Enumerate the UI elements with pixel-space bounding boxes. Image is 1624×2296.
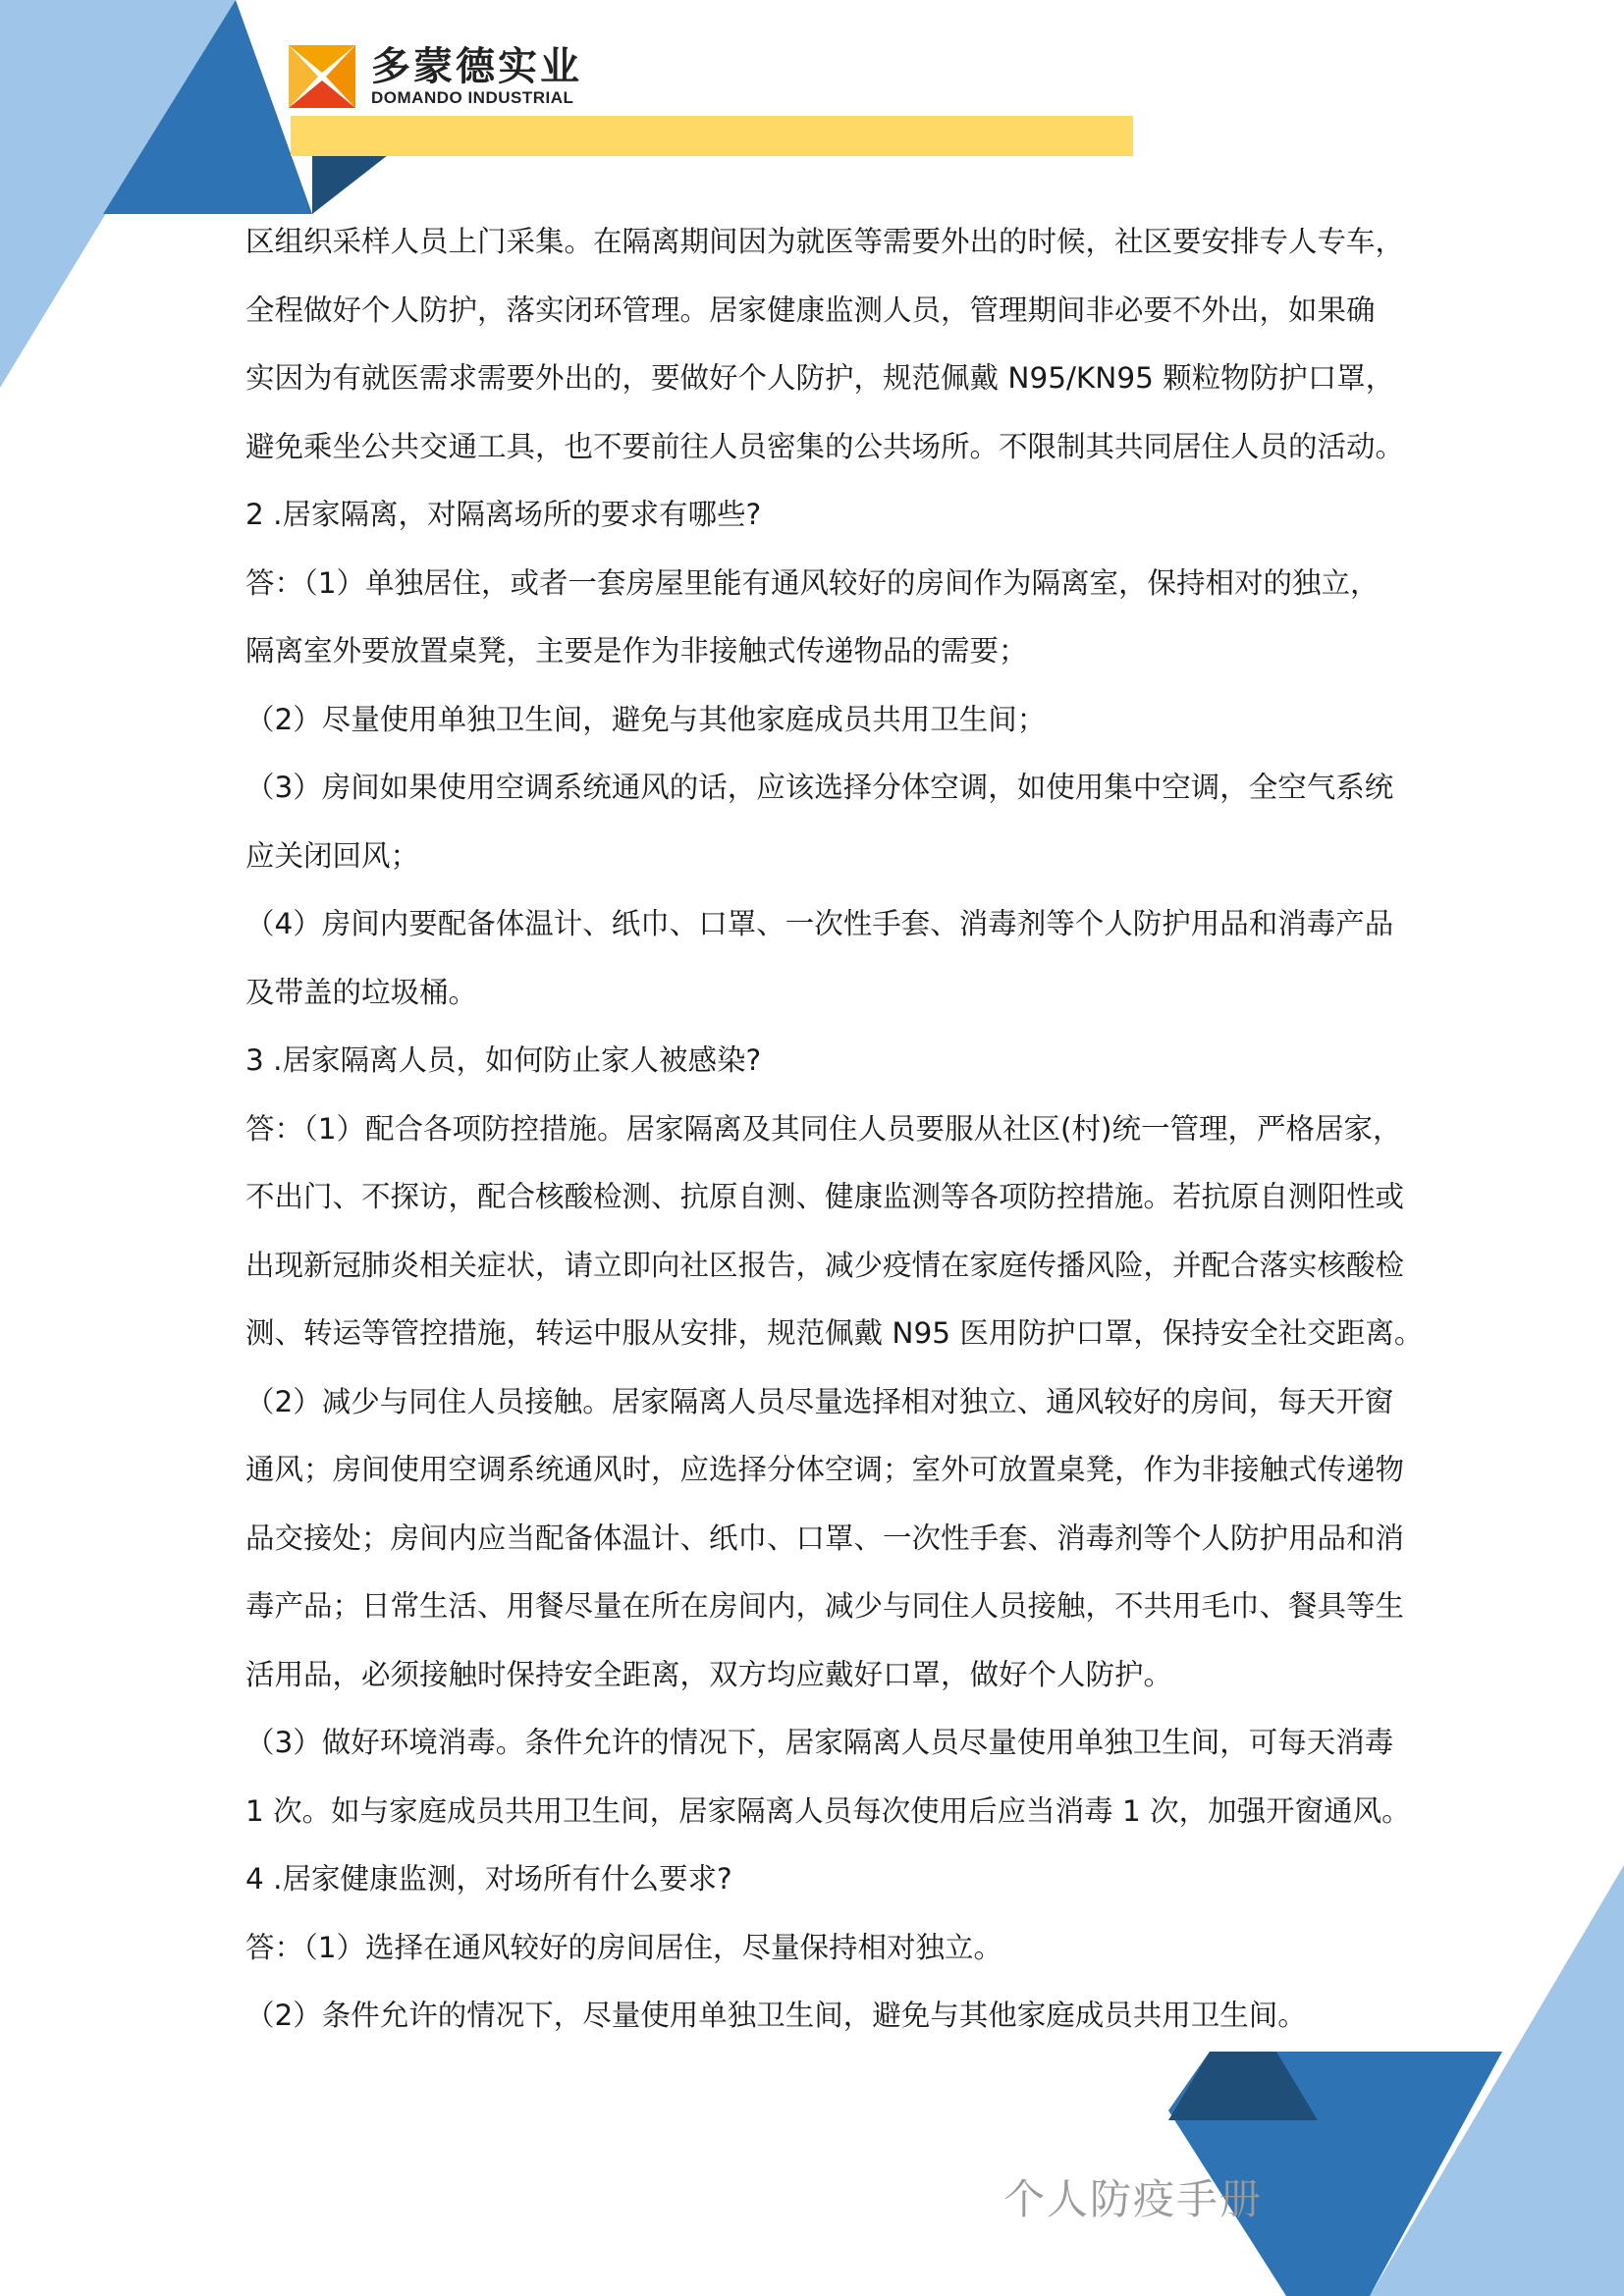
text-line: 答：（1）选择在通风较好的房间居住，尽量保持相对独立。 <box>245 1930 1003 1964</box>
top-left-dark-wedge <box>312 155 388 214</box>
text-line: 区组织采样人员上门采集。在隔离期间因为就医等需要外出的时候，社区要安排专人专车， <box>245 225 1405 258</box>
text-line: 答：（1）配合各项防控措施。居家隔离及其同住人员要服从社区(村)统一管理，严格居家， <box>245 1111 1402 1146</box>
logo-text <box>371 45 582 108</box>
text-line: 1 次。如与家庭成员共用卫生间，居家隔离人员每次使用后应当消毒 1 次，加强开窗通风。 <box>245 1793 1411 1828</box>
text-line: （2）减少与同住人员接触。居家隔离人员尽量选择相对独立、通风较好的房间，每天开窗 <box>245 1384 1394 1418</box>
text-line: 活用品，必须接触时保持安全距离，双方均应戴好口罩，做好个人防护。 <box>245 1657 1173 1691</box>
footer-title: 个人防疫手册 <box>1003 2175 1264 2223</box>
text-line: （3）房间如果使用空调系统通风的话，应该选择分体空调，如使用集中空调，全空气系统 <box>245 771 1394 804</box>
text-line: 不出门、不探访，配合核酸检测、抗原自测、健康监测等各项防控措施。若抗原自测阳性或 <box>245 1180 1405 1213</box>
text-line: 4 .居家健康监测，对场所有什么要求? <box>245 1862 732 1896</box>
header-yellow-bar <box>291 116 1133 156</box>
text-line: 3 .居家隔离人员，如何防止家人被感染? <box>245 1043 762 1077</box>
text-line: 测、转运等管控措施，转运中服从安排，规范佩戴 N95 医用防护口罩，保持安全社交距离。 <box>245 1316 1424 1350</box>
text-line: 通风；房间使用空调系统通风时，应选择分体空调；室外可放置桌凳，作为非接触式传递物 <box>245 1453 1405 1486</box>
company-name-cn: 多蒙德实业 <box>371 44 582 89</box>
text-line: 应关闭回风； <box>245 838 420 873</box>
text-line: （4）房间内要配备体温计、纸巾、口罩、一次性手套、消毒剂等个人防护用品和消毒产品 <box>245 907 1394 940</box>
company-logo <box>285 37 582 116</box>
company-name-en: DOMANDO INDUSTRIAL <box>371 88 574 107</box>
text-line: （2）条件允许的情况下，尽量使用单独卫生间，避免与其他家庭成员共用卫生间。 <box>245 1999 1307 2032</box>
text-line: （2）尽量使用单独卫生间，避免与其他家庭成员共用卫生间； <box>245 702 1047 736</box>
logo-mark-icon <box>285 39 359 114</box>
text-line: 2 .居家隔离，对隔离场所的要求有哪些? <box>245 498 762 531</box>
text-line: 全程做好个人防护，落实闭环管理。居家健康监测人员，管理期间非必要不外出，如果确 <box>245 293 1376 327</box>
document-body <box>245 208 1424 2051</box>
text-line: 隔离室外要放置桌凳，主要是作为非接触式传递物品的需要； <box>245 634 1028 667</box>
text-line: 及带盖的垃圾桶。 <box>245 975 478 1009</box>
text-line: 实因为有就医需求需要外出的，要做好个人防护，规范佩戴 N95/KN95 颗粒物防护口罩， <box>245 361 1395 395</box>
text-line: 出现新冠肺炎相关症状，请立即向社区报告，减少疫情在家庭传播风险，并配合落实核酸检 <box>245 1248 1405 1282</box>
text-line: 品交接处；房间内应当配备体温计、纸巾、口罩、一次性手套、消毒剂等个人防护用品和消 <box>245 1521 1405 1555</box>
text-line: 毒产品；日常生活、用餐尽量在所在房间内，减少与同住人员接触，不共用毛巾、餐具等生 <box>245 1589 1405 1623</box>
text-line: （3）做好环境消毒。条件允许的情况下，居家隔离人员尽量使用单独卫生间，可每天消毒 <box>245 1726 1394 1759</box>
text-line: 避免乘坐公共交通工具，也不要前往人员密集的公共场所。不限制其共同居住人员的活动。 <box>245 429 1405 463</box>
text-line: 答：（1）单独居住，或者一套房屋里能有通风较好的房间作为隔离室，保持相对的独立， <box>245 565 1380 600</box>
